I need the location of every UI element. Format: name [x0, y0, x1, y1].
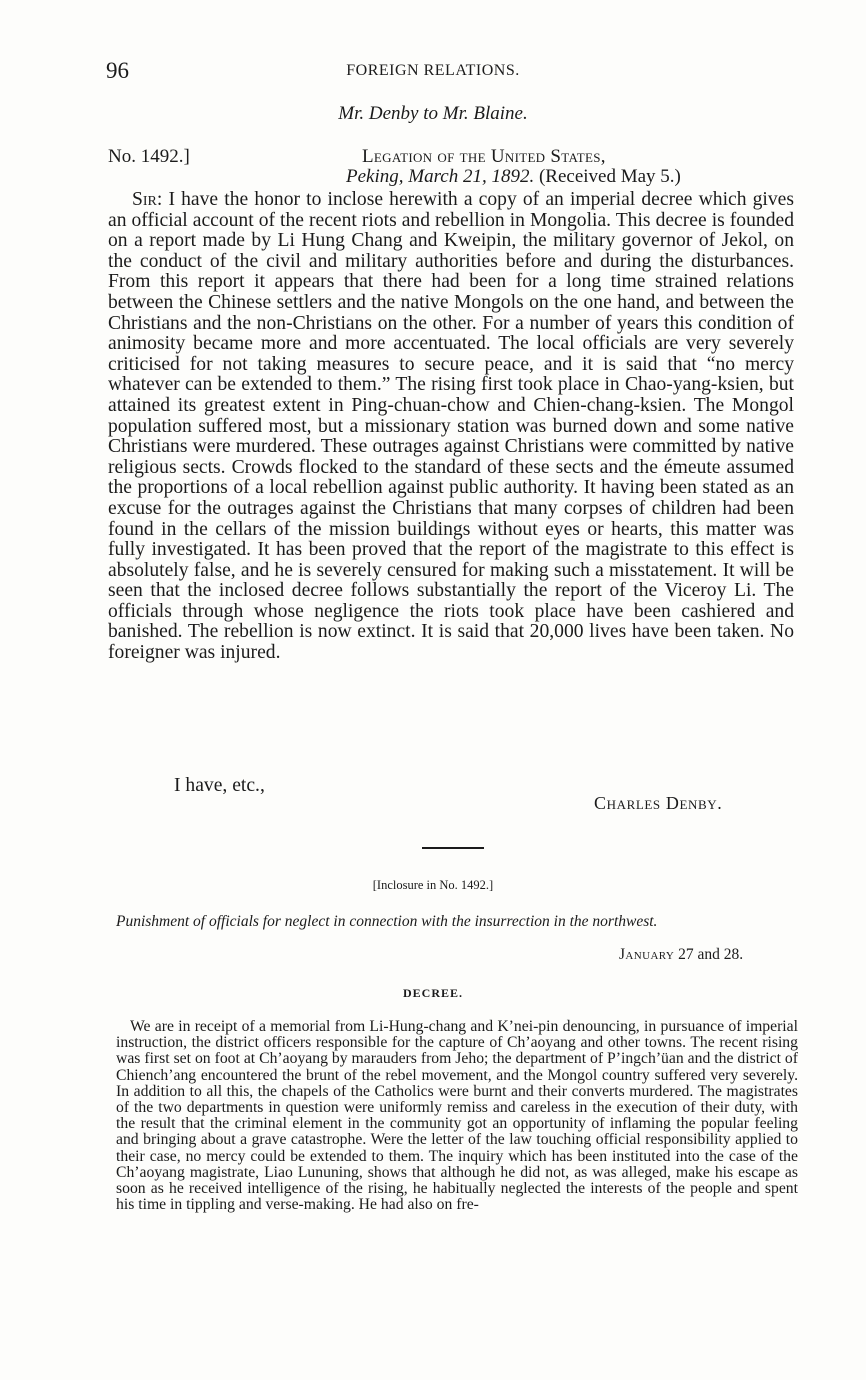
inclosure-label: [Inclosure in No. 1492.]: [372, 878, 494, 892]
salutation: Sir:: [132, 189, 163, 210]
letter-body: [108, 190, 794, 664]
decree-heading: DECREE.: [402, 986, 463, 1000]
running-title: FOREIGN RELATIONS.: [346, 62, 520, 79]
section-divider: [422, 847, 484, 849]
inclosure-days: 27 and 28.: [678, 946, 744, 963]
inclosure-month: January: [619, 946, 675, 963]
signature: Charles Denby.: [594, 793, 723, 813]
received-date: (Received May 5.): [538, 166, 681, 187]
legation-line: Legation of the United States,: [362, 146, 606, 167]
dateline: [346, 166, 681, 188]
decree-text: We are in receipt of a memorial from Li-Hung-chang and K’nei-pin denouncing, in pursuance of imperial instruction, the district officers responsible for the capture of Ch’aoyang and other towns. The recent rising was first set on foot at Ch’aoyang by marauders from Jeho; the department of P’ingch’üan and the district of Chiench’ang encountered the brunt of the rebel movement, and the Mongol country suffered very severely. In addition to all this, the chapels of the Catholics were burnt and their converts murdered. The magistrates of the two departments in question were uniformly remiss and careless in the execution of their duty, with the result that the criminal element in the community got an opportunity of inflaming the popular feeling and bringing about a grave catastrophe. Were the letter of the law touching official responsibility applied to their case, no mercy could be extended to them. The inquiry which has been instituted into the case of the Ch’aoyang magistrate, Liao Lununing, shows that although he did not, as was alleged, make his escape as soon as he received intelligence of the rising, he habitually neglected the interests of the people and spent his time in tippling and verse-making. He had also on fre-: [116, 1018, 798, 1214]
closing-line: I have, etc.,: [174, 775, 265, 796]
letter-heading: Mr. Denby to Mr. Blaine.: [338, 103, 528, 124]
page-number: 96: [106, 58, 129, 83]
inclosure-date: [619, 946, 743, 964]
inclosure-title: Punishment of officials for neglect in connection with the insurrection in the northwest.: [116, 913, 658, 930]
letter-body-text: I have the honor to inclose herewith a copy of an imperial decree which gives an official account of the recent riots and rebellion in Mongolia. This decree is founded on a report made by Li Hung Chang and Kweipin, the military governor of Jekol, on the conduct of the civil and military authorities before and during the disturbances. From this report it appears that there had been for a long time strained relations between the Chinese settlers and the native Mongols on the one hand, and between the Christians and the non-Christians on the other. For a number of years this condition of animosity became more and more accentuated. The local officials are very severely criticised for not taking measures to secure peace, and it is said that “no mercy whatever can be extended to them.” The rising first took place in Chao-yang-ksien, but attained its greatest extent in Ping-chuan-chow and Chien-chang-ksien. The Mongol population suffered most, but a missionary station was burned down and some native Christians were murdered. These outrages against Christians were committed by native religious sects. Crowds flocked to the standard of these sects and the émeute assumed the proportions of a local rebellion against public authority. It having been stated as an excuse for the outrages against the Christians that many corpses of children had been found in the cellars of the mission buildings without eyes or hearts, this matter was fully investigated. It has been proved that the report of the magistrate to this effect is absolutely false, and he is severely censured for making such a misstatement. It will be seen that the inclosed decree follows substantially the report of the Viceroy Li. The officials through whose negligence the riots took place have been cashiered and banished. The rebellion is now extinct. It is said that 20,000 lives have been taken. No foreigner was injured.: [108, 189, 794, 664]
place-date: Peking, March 21, 1892.: [346, 166, 535, 187]
document-number: No. 1492.]: [108, 146, 190, 167]
